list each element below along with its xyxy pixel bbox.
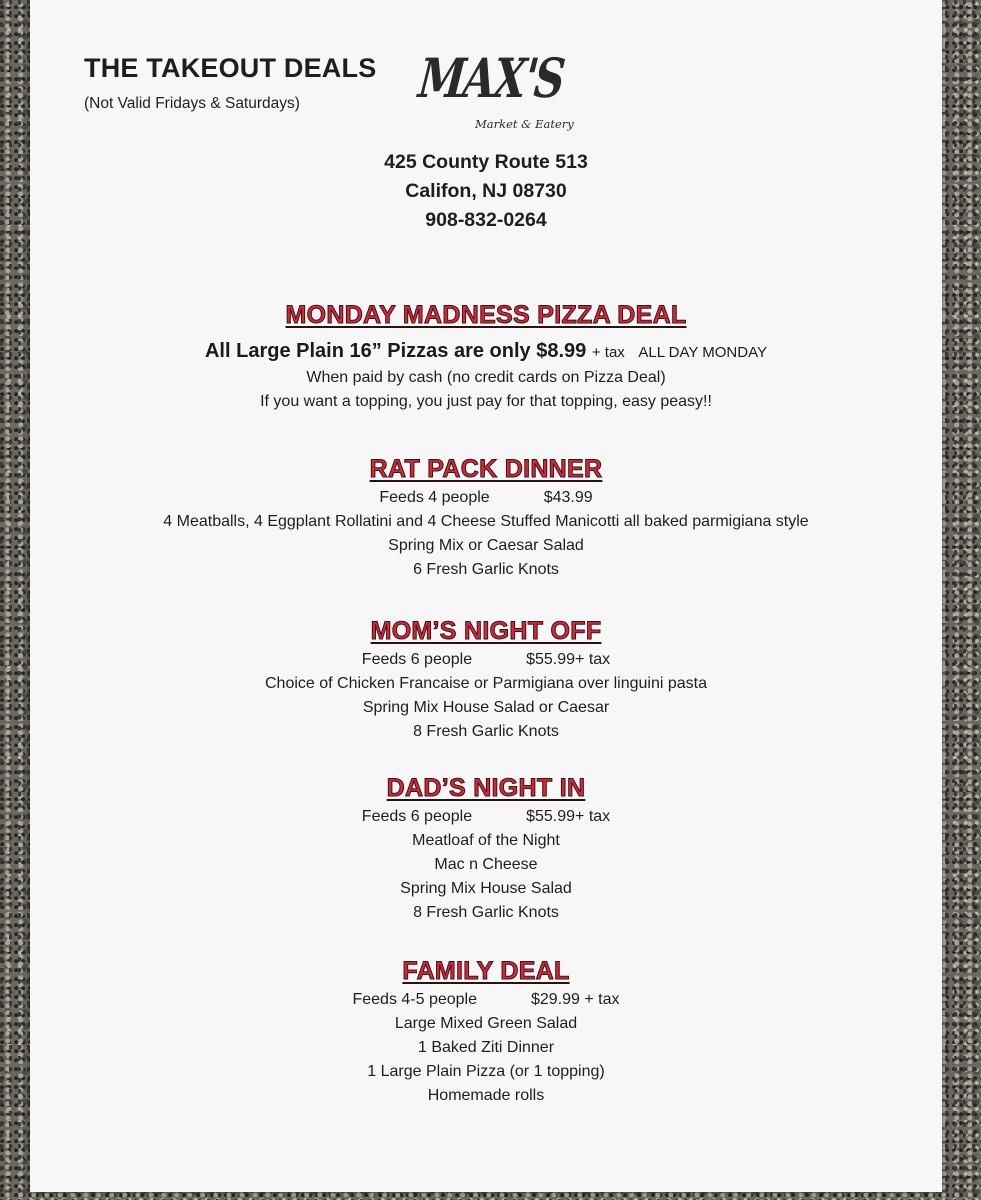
- menu-item: Spring Mix House Salad or Caesar: [362, 699, 610, 716]
- menu-item: Spring Mix House Salad: [400, 880, 572, 897]
- headline-text: All Large Plain 16” Pizzas are only $8.99: [204, 340, 587, 362]
- menu-item: 6 Fresh Garlic Knots: [413, 561, 559, 578]
- menu-item: Homemade rolls: [427, 1087, 545, 1104]
- feeds-count: Feeds 6 people: [361, 808, 473, 825]
- section-title: MONDAY MADNESS PIZZA DEAL: [285, 301, 687, 329]
- section-family-deal: [30, 956, 942, 1108]
- validity-note: (Not Valid Fridays & Saturdays): [84, 95, 300, 112]
- section-dads-night-in: [30, 773, 942, 925]
- day-note: ALL DAY MONDAY: [638, 344, 767, 361]
- phone-number: 908-832-0264: [425, 209, 547, 231]
- menu-item: 8 Fresh Garlic Knots: [413, 723, 559, 740]
- menu-item: 8 Fresh Garlic Knots: [413, 904, 559, 921]
- price: $29.99 + tax: [531, 991, 620, 1008]
- price: $43.99: [543, 489, 593, 506]
- menu-item: Meatloaf of the Night: [412, 832, 560, 849]
- feeds-price-line: [30, 988, 942, 1012]
- menu-item: Choice of Chicken Francaise or Parmigiana over linguini pasta: [265, 675, 707, 692]
- menu-item: 4 Meatballs, 4 Eggplant Rollatini and 4 Cheese Stuffed Manicotti all baked parmigiana style: [163, 513, 809, 530]
- logo-tagline: Market & Eatery: [475, 117, 574, 131]
- menu-item: Large Mixed Green Salad: [394, 1015, 578, 1032]
- price: $55.99+ tax: [526, 651, 611, 668]
- section-rat-pack-dinner: [30, 454, 942, 582]
- section-title: MOM’S NIGHT OFF: [370, 617, 602, 645]
- feeds-price-line: [30, 648, 942, 672]
- deal-note: If you want a topping, you just pay for that topping, easy peasy!!: [260, 393, 712, 410]
- feeds-price-line: [30, 805, 942, 829]
- feeds-count: Feeds 4 people: [379, 489, 490, 506]
- section-title: DAD’S NIGHT IN: [386, 774, 586, 802]
- price: $55.99+ tax: [526, 808, 611, 825]
- page-title: THE TAKEOUT DEALS: [84, 53, 377, 83]
- section-moms-night-off: [30, 616, 942, 744]
- section-monday-madness: [30, 300, 942, 414]
- section-title: FAMILY DEAL: [402, 957, 570, 985]
- section-title: RAT PACK DINNER: [369, 455, 603, 483]
- tax-note: + tax: [591, 344, 625, 361]
- contact-block: [30, 148, 942, 235]
- deal-note: When paid by cash (no credit cards on Pizza Deal): [306, 369, 666, 386]
- feeds-count: Feeds 6 people: [361, 651, 473, 668]
- maxs-logo: [411, 46, 574, 140]
- pizza-deal-headline: [30, 338, 942, 366]
- address-street: 425 County Route 513: [384, 151, 588, 173]
- feeds-count: Feeds 4-5 people: [352, 991, 477, 1008]
- address-city: Califon, NJ 08730: [405, 180, 567, 202]
- menu-item: Mac n Cheese: [434, 856, 538, 873]
- menu-item: Spring Mix or Caesar Salad: [388, 537, 584, 554]
- feeds-price-line: [30, 486, 942, 510]
- menu-item: 1 Baked Ziti Dinner: [417, 1039, 555, 1056]
- logo-wordmark: MAX'S: [411, 46, 571, 110]
- menu-sheet: [30, 0, 942, 1192]
- menu-item: 1 Large Plain Pizza (or 1 topping): [367, 1063, 605, 1080]
